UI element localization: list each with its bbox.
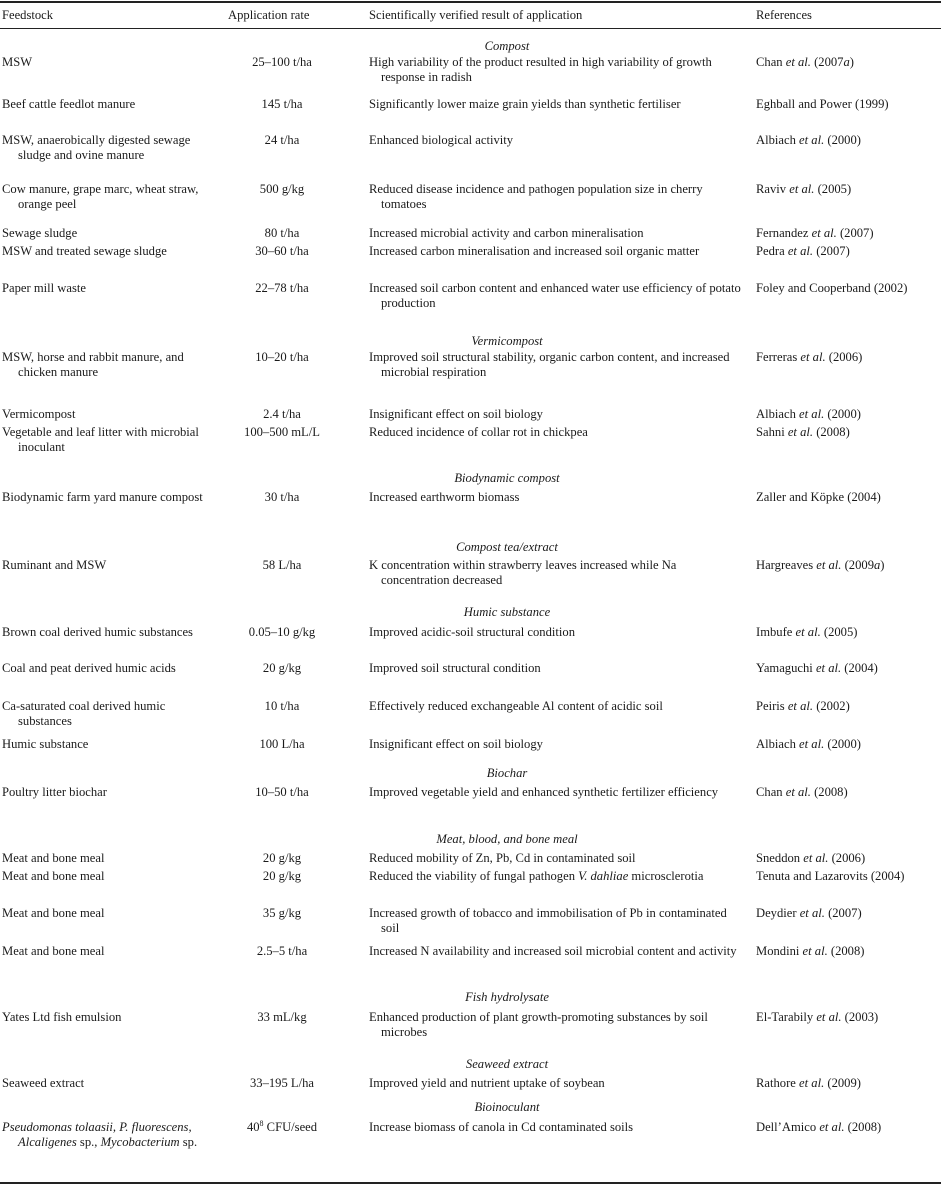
rate-cell: $40^8$ CFU/seed xyxy=(246,1118,318,1134)
header-application-rate: Application rate xyxy=(228,8,310,22)
feedstock-cell: Ca-saturated coal derived humic substances xyxy=(2,699,166,728)
rate-cell: 100–500 mL/L xyxy=(244,425,320,439)
reference-cell: Fernandez et al. (2007) xyxy=(756,226,874,240)
section-title: Compost tea/extract xyxy=(456,540,558,554)
rate-cell: 35 g/kg xyxy=(262,906,302,920)
result-cell: Improved soil structural stability, organic carbon content, and increased microbial respiration xyxy=(369,350,730,379)
feedstock-cell: MSW, horse and rabbit manure, and chicken manure xyxy=(2,350,184,379)
result-cell: Effectively reduced exchangeable Al content of acidic soil xyxy=(369,699,663,713)
top-rule xyxy=(0,1,941,3)
result-cell: Significantly lower maize grain yields than synthetic fertiliser xyxy=(369,97,681,111)
feedstock-cell: Ruminant and MSW xyxy=(2,558,107,572)
header-result: Scientifically verified result of application xyxy=(369,8,583,22)
rate-cell: 10–20 t/ha xyxy=(255,350,309,364)
feedstock-cell: MSW and treated sewage sludge xyxy=(2,244,167,258)
reference-cell: Albiach et al. (2000) xyxy=(756,133,861,147)
reference-cell: Imbufe et al. (2005) xyxy=(756,625,858,639)
result-cell: Increased carbon mineralisation and increased soil organic matter xyxy=(369,244,700,258)
feedstock-cell: Seaweed extract xyxy=(2,1076,85,1090)
rate-cell: 25–100 t/ha xyxy=(252,55,312,69)
rate-cell: 80 t/ha xyxy=(264,226,300,240)
reference-cell: Deydier et al. (2007) xyxy=(756,906,862,920)
result-cell: Reduced incidence of collar rot in chickpea xyxy=(369,425,588,439)
result-cell: Reduced the viability of fungal pathogen V. dahliae microsclerotia xyxy=(369,869,704,883)
rate-cell: 2.5–5 t/ha xyxy=(256,944,308,958)
feedstock-cell: MSW, anaerobically digested sewage sludge and ovine manure xyxy=(2,133,191,162)
rate-cell: 10 t/ha xyxy=(264,699,300,713)
reference-cell: El-Tarabily et al. (2003) xyxy=(756,1010,879,1024)
result-cell: Increase biomass of canola in Cd contaminated soils xyxy=(369,1120,634,1134)
reference-cell: Albiach et al. (2000) xyxy=(756,407,861,421)
rate-cell: 20 g/kg xyxy=(262,869,302,883)
reference-cell: Yamaguchi et al. (2004) xyxy=(756,661,878,675)
rate-cell: 10–50 t/ha xyxy=(255,785,309,799)
rate-cell: 0.05–10 g/kg xyxy=(248,625,316,639)
reference-cell: Hargreaves et al. (2009a) xyxy=(756,558,885,572)
feedstock-cell: MSW xyxy=(2,55,33,69)
reference-cell: Tenuta and Lazarovits (2004) xyxy=(756,869,905,883)
rate-cell: 145 t/ha xyxy=(261,97,303,111)
feedstock-cell: Pseudomonas tolaasii, P. fluorescens, Alcaligenes sp., Mycobacterium sp. xyxy=(2,1120,198,1149)
section-title: Compost xyxy=(484,39,530,53)
feedstock-cell: Cow manure, grape marc, wheat straw, orange peel xyxy=(2,182,199,211)
feedstock-cell: Paper mill waste xyxy=(2,281,86,295)
feedstock-cell: Humic substance xyxy=(2,737,89,751)
reference-cell: Zaller and Köpke (2004) xyxy=(756,490,881,504)
result-cell: Improved acidic-soil structural condition xyxy=(369,625,575,639)
result-cell: Improved yield and nutrient uptake of soybean xyxy=(369,1076,605,1090)
section-title: Vermicompost xyxy=(471,334,543,348)
reference-cell: Eghball and Power (1999) xyxy=(756,97,889,111)
feedstock-cell: Vegetable and leaf litter with microbial inoculant xyxy=(2,425,199,454)
rate-cell: 30 t/ha xyxy=(264,490,300,504)
result-cell: K concentration within strawberry leaves increased while Na concentration decreased xyxy=(369,558,677,587)
result-cell: Reduced disease incidence and pathogen population size in cherry tomatoes xyxy=(369,182,703,211)
rate-cell: 58 L/ha xyxy=(262,558,302,572)
result-cell: Enhanced production of plant growth-promoting substances by soil microbes xyxy=(369,1010,708,1039)
reference-cell: Sneddon et al. (2006) xyxy=(756,851,866,865)
section-title: Biochar xyxy=(486,766,528,780)
feedstock-cell: Sewage sludge xyxy=(2,226,78,240)
rate-cell: 22–78 t/ha xyxy=(255,281,309,295)
bottom-rule xyxy=(0,1182,941,1184)
result-cell: Increased N availability and increased soil microbial content and activity xyxy=(369,944,737,958)
result-cell: Increased soil carbon content and enhanced water use efficiency of potato production xyxy=(369,281,741,310)
rate-cell: 20 g/kg xyxy=(262,661,302,675)
reference-cell: Chan et al. (2008) xyxy=(756,785,848,799)
section-title: Bioinoculant xyxy=(474,1100,540,1114)
result-cell: Increased growth of tobacco and immobilisation of Pb in contaminated soil xyxy=(369,906,727,935)
rate-cell: 20 g/kg xyxy=(262,851,302,865)
reference-cell: Mondini et al. (2008) xyxy=(756,944,865,958)
reference-cell: Albiach et al. (2000) xyxy=(756,737,861,751)
rate-cell: 24 t/ha xyxy=(264,133,300,147)
result-cell: High variability of the product resulted in high variability of growth response in radish xyxy=(369,55,712,84)
reference-cell: Rathore et al. (2009) xyxy=(756,1076,861,1090)
reference-cell: Raviv et al. (2005) xyxy=(756,182,852,196)
reference-cell: Foley and Cooperband (2002) xyxy=(756,281,908,295)
feedstock-cell: Biodynamic farm yard manure compost xyxy=(2,490,203,504)
feedstock-cell: Coal and peat derived humic acids xyxy=(2,661,176,675)
rate-cell: 2.4 t/ha xyxy=(263,407,301,421)
section-title: Biodynamic compost xyxy=(454,471,560,485)
rate-cell: 100 L/ha xyxy=(259,737,305,751)
feedstock-cell: Meat and bone meal xyxy=(2,869,105,883)
feedstock-cell: Meat and bone meal xyxy=(2,944,105,958)
reference-cell: Chan et al. (2007a) xyxy=(756,55,854,69)
result-cell: Reduced mobility of Zn, Pb, Cd in contaminated soil xyxy=(369,851,636,865)
feedstock-cell: Brown coal derived humic substances xyxy=(2,625,193,639)
reference-cell: Sahni et al. (2008) xyxy=(756,425,850,439)
result-cell: Insignificant effect on soil biology xyxy=(369,407,543,421)
result-cell: Improved vegetable yield and enhanced synthetic fertilizer efficiency xyxy=(369,785,719,799)
reference-cell: Ferreras et al. (2006) xyxy=(756,350,863,364)
result-cell: Increased microbial activity and carbon mineralisation xyxy=(369,226,644,240)
feedstock-cell: Beef cattle feedlot manure xyxy=(2,97,136,111)
reference-cell: Dell’Amico et al. (2008) xyxy=(756,1120,882,1134)
header-rule xyxy=(0,28,941,29)
section-title: Humic substance xyxy=(463,605,551,619)
feedstock-cell: Vermicompost xyxy=(2,407,76,421)
header-feedstock: Feedstock xyxy=(2,8,54,22)
feedstock-cell: Meat and bone meal xyxy=(2,906,105,920)
feedstock-cell: Meat and bone meal xyxy=(2,851,105,865)
result-cell: Enhanced biological activity xyxy=(369,133,514,147)
section-title: Fish hydrolysate xyxy=(465,990,549,1004)
result-cell: Increased earthworm biomass xyxy=(369,490,520,504)
reference-cell: Peiris et al. (2002) xyxy=(756,699,850,713)
result-cell: Improved soil structural condition xyxy=(369,661,541,675)
section-title: Meat, blood, and bone meal xyxy=(436,832,578,846)
reference-cell: Pedra et al. (2007) xyxy=(756,244,850,258)
section-title: Seaweed extract xyxy=(465,1057,549,1071)
rate-cell: 33–195 L/ha xyxy=(249,1076,314,1090)
rate-cell: 500 g/kg xyxy=(259,182,305,196)
rate-cell: 30–60 t/ha xyxy=(255,244,309,258)
result-cell: Insignificant effect on soil biology xyxy=(369,737,543,751)
header-references: References xyxy=(756,8,812,22)
feedstock-cell: Poultry litter biochar xyxy=(2,785,107,799)
rate-cell: 33 mL/kg xyxy=(257,1010,307,1024)
feedstock-cell: Yates Ltd fish emulsion xyxy=(2,1010,122,1024)
